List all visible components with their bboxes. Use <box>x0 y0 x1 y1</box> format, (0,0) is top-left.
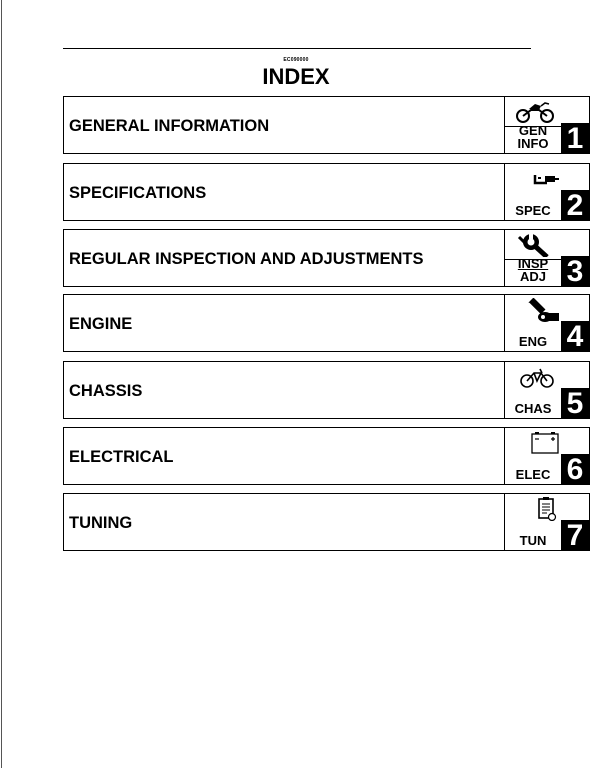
page-title: INDEX <box>262 64 330 89</box>
index-row-general-info[interactable] <box>63 96 590 154</box>
abbr-line-1: CHAS <box>514 401 552 416</box>
index-row-specifications[interactable] <box>63 163 590 221</box>
section-abbr <box>505 468 561 481</box>
section-label[interactable]: SPECIFICATIONS <box>69 184 207 202</box>
section-tab[interactable] <box>505 96 590 154</box>
section-number: 1 <box>561 123 589 153</box>
section-label[interactable]: TUNING <box>69 514 133 532</box>
row-label-box[interactable] <box>63 493 505 551</box>
section-label[interactable]: REGULAR INSPECTION AND ADJUSTMENTS <box>69 250 424 268</box>
row-label-box[interactable] <box>63 96 505 154</box>
section-number: 4 <box>561 321 589 351</box>
section-tab[interactable] <box>505 294 590 352</box>
abbr-line-2: ADJ <box>519 269 546 284</box>
index-row-inspection[interactable] <box>63 229 590 287</box>
section-tab[interactable] <box>505 427 590 485</box>
abbr-line-1: INSP <box>517 256 549 271</box>
page-left-border <box>1 0 2 768</box>
top-rule <box>63 48 531 49</box>
abbr-line-1: SPEC <box>515 203 551 218</box>
section-abbr <box>505 402 561 415</box>
abbr-line-2: INFO <box>517 136 549 151</box>
section-tab[interactable] <box>505 229 590 287</box>
battery-icon <box>509 431 559 455</box>
section-tab[interactable] <box>505 493 590 551</box>
abbr-line-1: ENG <box>518 334 548 349</box>
section-abbr <box>505 124 561 150</box>
abbr-line-1: TUN <box>519 533 547 548</box>
document-code: EC090000 <box>283 57 309 63</box>
section-label[interactable]: ENGINE <box>69 315 133 333</box>
index-row-tuning[interactable] <box>63 493 590 551</box>
spanner-icon <box>509 233 559 257</box>
row-label-box[interactable] <box>63 294 505 352</box>
bicycle-frame-icon <box>509 365 559 389</box>
abbr-line-1: ELEC <box>515 467 551 482</box>
index-row-chassis[interactable] <box>63 361 590 419</box>
row-label-box[interactable] <box>63 163 505 221</box>
section-label[interactable]: CHASSIS <box>69 382 143 400</box>
section-number: 7 <box>561 520 589 550</box>
section-number: 5 <box>561 388 589 418</box>
section-tab[interactable] <box>505 361 590 419</box>
section-number: 2 <box>561 190 589 220</box>
section-tab[interactable] <box>505 163 590 221</box>
section-number: 3 <box>561 256 589 286</box>
abbr-line-1: GEN <box>518 123 548 138</box>
clipboard-icon <box>509 497 559 521</box>
row-label-box[interactable] <box>63 229 505 287</box>
section-abbr <box>505 335 561 348</box>
index-row-electrical[interactable] <box>63 427 590 485</box>
row-label-box[interactable] <box>63 361 505 419</box>
section-abbr <box>505 534 561 547</box>
motorcycle-icon <box>509 100 559 124</box>
row-label-box[interactable] <box>63 427 505 485</box>
section-label[interactable]: ELECTRICAL <box>69 448 174 466</box>
section-number: 6 <box>561 454 589 484</box>
section-abbr <box>505 257 561 283</box>
section-abbr <box>505 204 561 217</box>
index-row-engine[interactable] <box>63 294 590 352</box>
piston-icon <box>509 298 559 322</box>
wrench-gauge-icon <box>509 167 559 191</box>
section-label[interactable]: GENERAL INFORMATION <box>69 117 270 135</box>
